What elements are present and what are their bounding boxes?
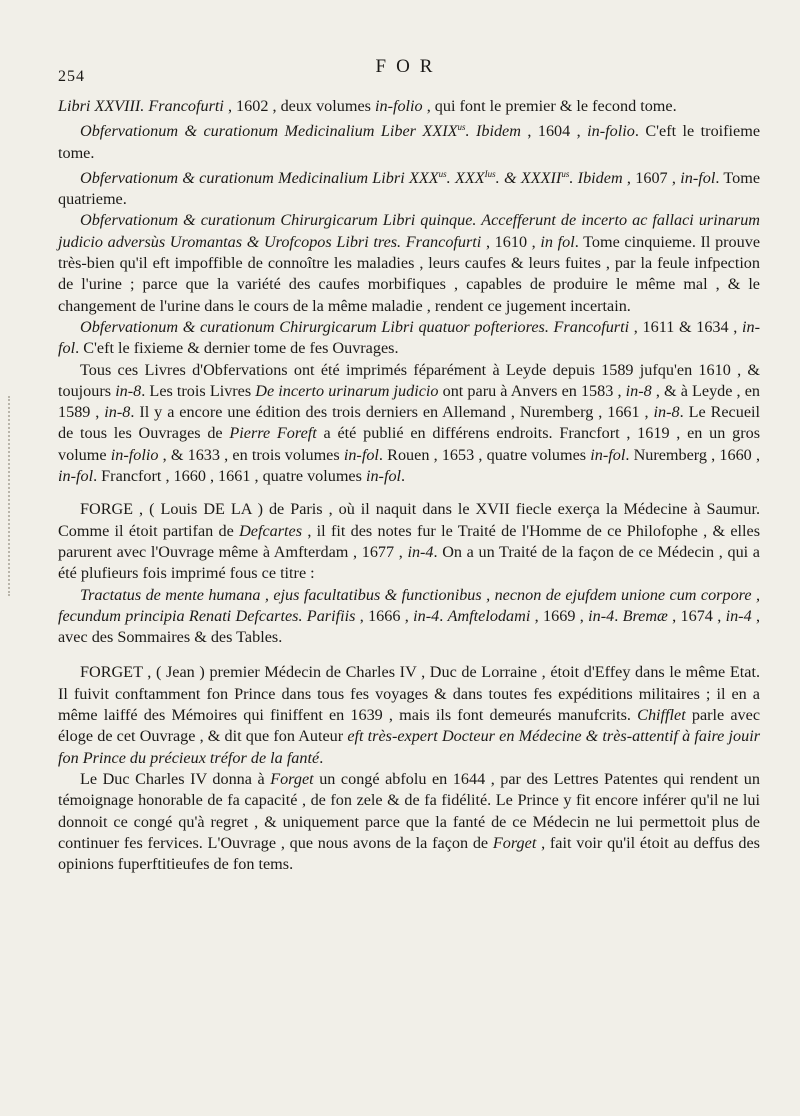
text-run: un congé abfolu en 1644 , par des Lettres Patentes qui rendent un témoignage honorable de fa capacité , de fon zele & de fa fidélité. Le Prince y fit encore inférer qu'il ne lui donnoit ce congé qu'à regret , & uniquement parce que la fanté de ce Médecin ne lui permettoit plus de continuer fes fervices. L'Ouvrage , que nous avons de la façon de	[58, 769, 760, 852]
text-run: .	[319, 748, 324, 767]
ordinal-superscript: us	[438, 168, 447, 179]
italic-run: De incerto urinarum judicio	[255, 381, 439, 400]
italic-run: in-4	[725, 606, 752, 625]
entry-paragraph	[58, 769, 760, 875]
italic-run: eft très-expert Docteur en Médecine & très-attentif à faire jouir fon Prince du précieux tréfor de la fanté	[58, 727, 760, 767]
text-run: . Le Recueil de tous les Ouvrages de	[58, 403, 761, 443]
entry-paragraph	[58, 210, 760, 316]
text-run: . Nuremberg , 1660 ,	[625, 445, 761, 464]
text-run: Tous ces Livres d'Obfervations ont été imprimés féparément à Leyde depuis 1589 jufqu'en 1610 , & toujours	[58, 360, 760, 400]
page-number: 254	[58, 68, 85, 85]
italic-run: Forget	[492, 833, 537, 852]
text-run: , 1610 ,	[481, 232, 541, 251]
entry-paragraph	[58, 164, 760, 211]
text-run: . Tome quatrieme.	[58, 168, 761, 209]
margin-bleed-marks	[8, 396, 12, 596]
italic-run: in-4	[413, 606, 440, 625]
italic-run: in-folio	[110, 445, 159, 464]
text-run: . Les trois Livres	[141, 381, 256, 400]
text-run: , 1669 ,	[530, 606, 589, 625]
entry-paragraph	[58, 117, 760, 164]
running-title: FOR	[375, 56, 443, 77]
text-run: . Tome cinquieme. Il prouve très-bien qu'il eft impoffible de connoître les maladies , leurs caufes & leurs fuites , par la feule infpection de l'urine ; parce que la variété des caufes morbifiques , capables de produire le même mal , & le changement de l'urine dans le cours de la même maladie , rendent ce jugement incertain.	[58, 232, 761, 315]
text-run: a été publié en différens endroits. Francfort , 1619 , en un gros volume	[58, 424, 760, 464]
text-run: .	[401, 467, 406, 486]
italic-run: Obfervationum & curationum Chirurgicarum Libri quinque. Accefferunt de incerto ac fallaci urinarum judicio adversùs Uromantas & Urofcopos Libri tres. Francofurti	[58, 211, 760, 251]
italic-run: Obfervationum & curationum Medicinalium Libri XXX	[80, 168, 439, 187]
text-run: . Il y a encore une édition des trois derniers en Allemand , Nuremberg , 1661 ,	[130, 403, 654, 422]
italic-run: in-fol	[365, 467, 402, 486]
running-head	[58, 56, 760, 96]
italic-run: Libri XXVIII. Francofurti	[58, 97, 224, 115]
text-run: parle avec éloge de cet Ouvrage , & dit que fon Auteur	[58, 706, 761, 746]
text-run: FORGET , ( Jean ) premier Médecin de Charles IV , Duc de Lorraine , étoit d'Effey dans le même Etat. Il fuivit conftamment fon Prince dans tous fes voyages & dans toutes fes expéditions militaires ; il en a même laiffé des Mémoires qui finiffent en 1639 , mais ils font demeurés manufcrits.	[58, 663, 760, 725]
italic-run: in-fol	[590, 445, 626, 464]
italic-run: in-folio	[374, 97, 423, 115]
italic-run: in-fol	[343, 445, 379, 464]
italic-run: in-8	[653, 403, 680, 422]
book-page	[0, 56, 800, 1116]
text-run: , 1666 ,	[355, 606, 414, 625]
italic-run: in-4	[588, 606, 615, 625]
text-run: . Francfort , 1660 , 1661 , quatre volumes	[93, 467, 366, 486]
text-run: , 1607 ,	[622, 168, 681, 187]
text-run: .	[614, 606, 623, 625]
text-run: Le Duc Charles IV donna à	[80, 769, 271, 788]
italic-run: in-8	[115, 381, 142, 400]
entry-paragraph	[58, 96, 760, 117]
text-run: . C'eft le fixieme & dernier tome de fes Ouvrages.	[75, 339, 399, 358]
italic-run: Obfervationum & curationum Medicinalium Liber XXIX	[80, 122, 458, 141]
text-run: , 1604 ,	[520, 122, 588, 141]
text-run: . C'eft le troifieme tome.	[58, 122, 761, 162]
italic-run: . & XXXII	[495, 168, 562, 187]
text-run: , avec des Sommaires & des Tables.	[58, 606, 761, 647]
italic-run: in-fol	[680, 168, 716, 187]
italic-run: in-8	[104, 403, 131, 422]
text-run: , fait voir qu'il étoit au deffus des opinions fuperftitieufes de fon tems.	[58, 833, 760, 874]
italic-run: Tractatus de mente humana , ejus facultatibus & functionibus , necnon de ejufdem unione cum corpore , fecundum principia Renati Defcartes. Parifiis	[58, 585, 760, 625]
ordinal-superscript: Ius	[484, 168, 496, 179]
italic-run: in fol	[540, 232, 575, 251]
italic-run: Obfervationum & curationum Chirurgicarum Libri quatuor pofteriores. Francofurti	[80, 317, 630, 336]
italic-run: . Ibidem	[569, 168, 623, 187]
text-run: FORGE , ( Louis DE LA ) de Paris , où il naquit dans le XVII fiecle exerça la Médecine à Saumur. Comme il étoit partifan de	[58, 500, 760, 540]
text-run: , qui font le premier & le fecond tome.	[422, 97, 677, 115]
italic-run: Forget	[270, 769, 314, 788]
text-run: , 1674 ,	[667, 606, 726, 625]
italic-run: . XXX	[446, 168, 485, 187]
italic-run: Amftelodami	[447, 606, 531, 625]
italic-run: . Ibidem	[465, 122, 521, 141]
italic-run: in-folio	[587, 122, 635, 141]
italic-run: in-8	[625, 381, 652, 400]
italic-run: in-fol	[58, 467, 94, 486]
text-run: , 1611 & 1634 ,	[629, 317, 743, 336]
ordinal-superscript: us	[561, 168, 570, 179]
text-run: .	[439, 606, 448, 625]
text-run: . On a un Traité de la façon de ce Médecin , qui a été plufieurs fois imprimé fous ce titre :	[58, 542, 760, 583]
author-entry-forge	[58, 499, 760, 584]
italic-run: Pierre Foreft	[229, 424, 317, 443]
ordinal-superscript: us	[457, 122, 466, 133]
italic-run: in-4	[407, 542, 434, 561]
text-run: ont paru à Anvers en 1583 ,	[438, 381, 626, 400]
author-entry-forget	[58, 662, 760, 768]
text-run: , & 1633 , en trois volumes	[158, 445, 344, 464]
text-run: . Rouen , 1653 , quatre volumes	[378, 445, 591, 464]
text-run: , & à Leyde , en 1589 ,	[58, 381, 760, 422]
entry-paragraph	[58, 360, 760, 488]
entry-paragraph	[58, 317, 760, 360]
italic-run: in-fol	[58, 317, 760, 358]
italic-run: Chifflet	[637, 706, 686, 725]
body-text	[58, 96, 760, 875]
italic-run: Bremæ	[622, 606, 668, 625]
entry-paragraph	[58, 585, 760, 649]
italic-run: Defcartes	[239, 521, 303, 540]
text-run: , 1602 , deux volumes	[223, 97, 375, 115]
text-run: , il fit des notes fur le Traité de l'Homme de ce Philofophe , & elles parurent avec l'Ouvrage même à Amfterdam , 1677 ,	[58, 521, 760, 561]
